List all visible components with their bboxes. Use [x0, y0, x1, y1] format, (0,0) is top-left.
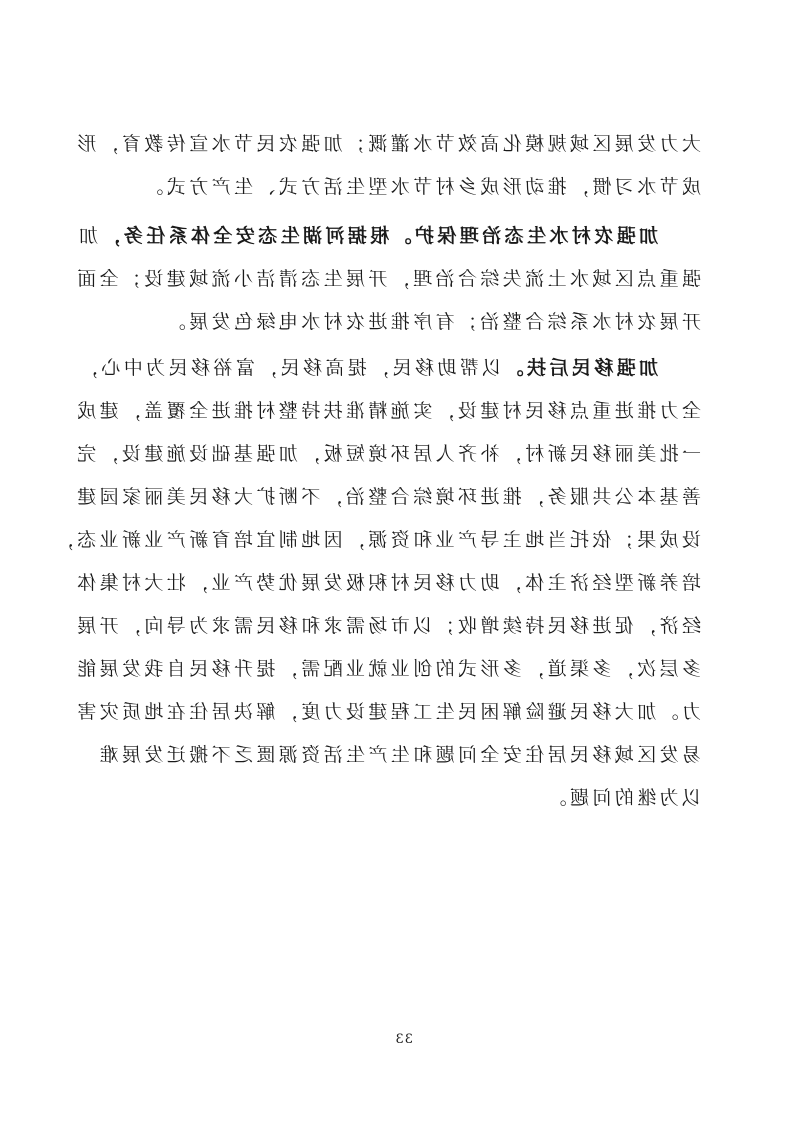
paragraph-2-line-3: 开展农村水系综合整治；有序推进农村水电绿色发展。 [163, 311, 701, 333]
paragraph-2-line-2: 强重点区域水土流失综合治理，开展生态清洁小流域建设；全面 [73, 268, 701, 290]
paragraph-1-line-1: 大力发展区域规模化高效节水灌溉；加强农民节水宣传教育，形 [73, 133, 701, 155]
paragraph-2-line-1-tail: 加 [75, 225, 98, 247]
paragraph-3-line-7: 经济，促进移民持续增收；以市场需求和移民需求为导向，开展 [73, 615, 701, 637]
paragraph-3-line-1 [76, 356, 658, 380]
paragraph-3-line-6: 培养新型经济主体，助力移民村积极发展优势产业，壮大村集体 [73, 572, 701, 594]
paragraph-3-line-3: 一批美丽移民新村，补齐人居环境短板，加强基础设施建设，完 [73, 443, 701, 465]
paragraph-2-heading: 加强农村水生态治理保护。根据河湖生态安全体系任务， [97, 225, 658, 247]
paragraph-3-line-2: 全力推进重点移民村建设，实施精准扶持整村推进全覆盖，建成 [73, 400, 701, 422]
paragraph-1-line-2: 成节水习惯，推动形成乡村节水型生活方式、生产方式。 [140, 176, 701, 198]
paragraph-3-line-4: 善基本公共服务，推进环境综合整治，不断扩大移民美丽家园建 [73, 486, 701, 508]
paragraph-3-line-10: 易发区域移民居住安全问题和生产生活资源匮乏不搬迁发展难 [96, 744, 701, 766]
paragraph-3-heading: 加强移民后扶。 [501, 357, 658, 379]
paragraph-3-line-11: 以为继的问题。 [544, 787, 701, 809]
paragraph-3-line-9: 力。加大移民避险解困民生工程建设力度，解决居住在地质灾害 [73, 701, 701, 723]
page-number: 33 [394, 1032, 413, 1047]
paragraph-3-line-8: 多层次，多渠道，多形式的创业就业配需，提升移民自我发展能 [73, 658, 701, 680]
paragraph-2-line-1 [76, 224, 658, 248]
paragraph-3-line-1-tail: 以帮助移民，提高移民，富裕移民为中心， [75, 357, 502, 379]
paragraph-3-line-5: 设成果；依托当地主导产业和资源，因地制宜培育新产业新业态， [51, 529, 701, 551]
